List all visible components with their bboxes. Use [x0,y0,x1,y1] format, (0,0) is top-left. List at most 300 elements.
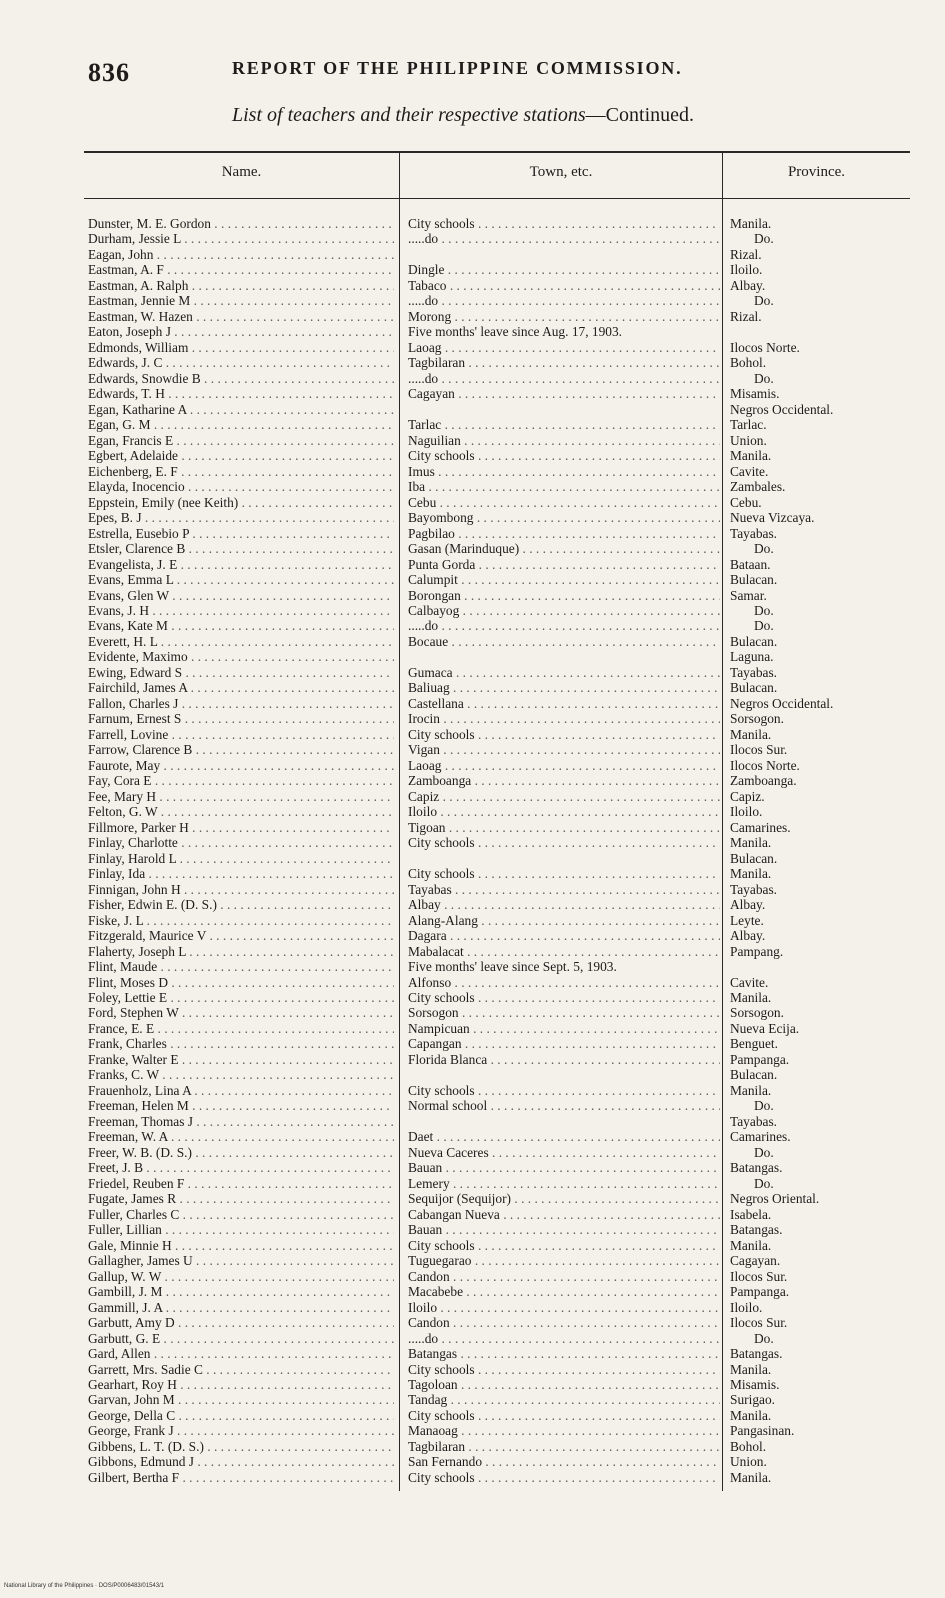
table-row [0,247,945,263]
station-town: Bauan . . . [408,1222,720,1238]
teacher-name: Egan, G. M . . . [88,417,394,433]
table-row [0,340,945,356]
teacher-name: Ewing, Edward S . . . [88,665,394,681]
teacher-name: Evangelista, J. E . . . [88,557,394,573]
station-town: Vigan . . . [408,742,720,758]
teacher-name: Farrell, Lovine . . . [88,727,394,743]
station-town: Borongan . . . [408,588,720,604]
teacher-name: Garbutt, Amy D . . . [88,1315,394,1331]
table-row [0,773,945,789]
teacher-name: Edmonds, William . . . [88,340,394,356]
teacher-name: Fairchild, James A . . . [88,680,394,696]
station-town: Punta Gorda . . . [408,557,720,573]
teacher-name: Farrow, Clarence B . . . [88,742,394,758]
station-town: Lemery . . . [408,1176,720,1192]
province: Do. [754,1144,774,1160]
province: Union. [730,1454,767,1470]
station-town: Five months' leave since Sept. 5, 1903. [408,959,617,975]
teacher-name: Finnigan, John H . . . [88,882,394,898]
station-town: Manaoag . . . [408,1423,720,1439]
province: Ilocos Sur. [730,1315,788,1331]
teacher-name: Durham, Jessie L . . . [88,231,394,247]
table-row [0,1160,945,1176]
station-town: Tayabas . . . [408,882,720,898]
table-row [0,1083,945,1099]
station-town: Candon . . . [408,1315,720,1331]
table-row [0,1362,945,1378]
table-row [0,727,945,743]
table-row [0,1021,945,1037]
table-row [0,216,945,232]
table-row [0,1176,945,1192]
province: Tayabas. [730,664,778,680]
province: Do. [754,1098,774,1114]
station-town: .....do . . . [408,1331,720,1347]
province: Isabela. [730,1206,772,1222]
teacher-name: Evans, Emma L . . . [88,572,394,588]
table-row [0,882,945,898]
province: Bulacan. [730,850,778,866]
table-caption [232,104,694,127]
table-row [0,944,945,960]
province: Do. [754,370,774,386]
province: Albay. [730,897,766,913]
province: Manila. [730,1361,772,1377]
teacher-name: Foley, Lettie E . . . [88,990,394,1006]
table-row [0,1207,945,1223]
table-row [0,510,945,526]
station-town: Albay . . . [408,897,720,913]
station-town: Naguilian . . . [408,433,720,449]
station-town: Irocin . . . [408,711,720,727]
teacher-name: Edwards, T. H . . . [88,386,394,402]
station-town: City schools . . . [408,1083,720,1099]
table-row [0,1129,945,1145]
teacher-name: Freeman, Thomas J . . . [88,1114,394,1130]
station-town: Alfonso . . . [408,975,720,991]
table-row [0,742,945,758]
teacher-name: Edwards, J. C . . . [88,355,394,371]
caption-continued: —Continued. [585,104,695,126]
station-town: Pagbilao . . . [408,526,720,542]
table-row [0,1052,945,1068]
province: Cavite. [730,463,769,479]
table-row [0,355,945,371]
station-town: Calbayog . . . [408,603,720,619]
teacher-name: Ford, Stephen W . . . [88,1005,394,1021]
province: Ilocos Norte. [730,339,800,355]
table-row [0,1408,945,1424]
station-town: Tagbilaran . . . [408,355,720,371]
province: Manila. [730,1407,772,1423]
province: Negros Occidental. [730,695,834,711]
teacher-name: Flaherty, Joseph L . . . [88,944,394,960]
station-town: Laoag . . . [408,758,720,774]
table-row [0,448,945,464]
province: Manila. [730,835,772,851]
province: Benguet. [730,1036,778,1052]
province: Rizal. [730,308,762,324]
province: Iloilo. [730,804,763,820]
column-header-name: Name. [221,164,262,180]
table-row [0,634,945,650]
teacher-name: Felton, G. W . . . [88,804,394,820]
station-town: Imus . . . [408,464,720,480]
table-row [0,789,945,805]
province: Manila. [730,216,772,231]
station-town: Cagayan . . . [408,386,720,402]
station-town: Tagbilaran . . . [408,1439,720,1455]
table-row [0,897,945,913]
table-row [0,1238,945,1254]
station-town: Cabangan Nueva . . . [408,1207,720,1223]
table-row [0,1269,945,1285]
province: Samar. [730,587,767,603]
table-row [0,1470,945,1486]
teacher-name: Flint, Moses D . . . [88,975,394,991]
station-town: .....do . . . [408,293,720,309]
teacher-name: Gearhart, Roy H . . . [88,1377,394,1393]
table-top-rule [84,151,910,153]
province: Surigao. [730,1392,776,1408]
teacher-name: Fitzgerald, Maurice V . . . [88,928,394,944]
province: Iloilo. [730,262,763,278]
table-row [0,603,945,619]
station-town: Sequijor (Sequijor) . . . [408,1191,720,1207]
station-town: Dingle . . . [408,262,720,278]
table-row [0,262,945,278]
province: Rizal. [730,246,762,262]
teacher-name: Eaton, Joseph J . . . [88,324,394,340]
province: Manila. [730,1469,772,1485]
station-town: Morong . . . [408,309,720,325]
station-town: .....do . . . [408,231,720,247]
teacher-name: Gallagher, James U . . . [88,1253,394,1269]
teacher-name: Finlay, Charlotte . . . [88,835,394,851]
table-row [0,495,945,511]
teacher-name: Dunster, M. E. Gordon . . . [88,216,394,232]
station-town: Sorsogon . . . [408,1005,720,1021]
province: Camarines. [730,1129,791,1145]
table-row [0,696,945,712]
table-row [0,1222,945,1238]
province: Bulacan. [730,1067,778,1083]
table-row [0,1377,945,1393]
table-row [0,618,945,634]
station-town: Nueva Caceres . . . [408,1145,720,1161]
province: Tayabas. [730,525,778,541]
table-row [0,1392,945,1408]
station-town: Bauan . . . [408,1160,720,1176]
teacher-name: Eichenberg, E. F . . . [88,464,394,480]
province: Bohol. [730,355,767,371]
station-town: .....do . . . [408,371,720,387]
station-town: City schools . . . [408,866,720,882]
teacher-name: Egan, Katharine A . . . [88,402,394,418]
province: Pampang. [730,943,784,959]
teacher-name: Flint, Maude . . . [88,959,394,975]
province: Zamboanga. [730,773,797,789]
station-town: Gumaca . . . [408,665,720,681]
province: Ilocos Sur. [730,1268,788,1284]
teacher-name: Freeman, W. A . . . [88,1129,394,1145]
province: Nueva Vizcaya. [730,510,815,526]
teacher-name: Franks, C. W . . . [88,1067,394,1083]
table-row [0,324,945,340]
station-town: Capangan . . . [408,1036,720,1052]
province: Do. [754,618,774,634]
province: Pangasinan. [730,1423,795,1439]
caption-italic: List of teachers and their respective stations [232,104,586,126]
province: Do. [754,603,774,618]
running-title: REPORT OF THE PHILIPPINE COMMISSION. [232,58,683,78]
station-town: Batangas . . . [408,1346,720,1362]
province: Manila. [730,990,772,1005]
table-row [0,851,945,867]
province: Cavite. [730,974,769,990]
teacher-name: Everett, H. L . . . [88,634,394,650]
province: Zambales. [730,479,786,495]
teacher-name: Evidente, Maximo . . . [88,649,394,665]
table-row [0,1191,945,1207]
station-town: Normal school . . . [408,1098,720,1114]
table-row [0,928,945,944]
province: Batangas. [730,1346,783,1362]
teacher-name: Eagan, John . . . [88,247,394,263]
teacher-name: Gambill, J. M . . . [88,1284,394,1300]
table-row [0,479,945,495]
table-row [0,541,945,557]
table-row [0,588,945,604]
table-row [0,309,945,325]
table-row [0,1346,945,1362]
table-row [0,1439,945,1455]
station-town: Gasan (Marinduque) . . . [408,541,720,557]
province: Camarines. [730,819,791,835]
province: Bulacan. [730,680,778,696]
province: Sorsogon. [730,711,784,727]
table-row [0,1423,945,1439]
station-town: Iloilo . . . [408,804,720,820]
table-row [0,1331,945,1347]
table-row [0,572,945,588]
teacher-name: Egan, Francis E . . . [88,433,394,449]
province: Bataan. [730,556,771,572]
teacher-name: Farnum, Ernest S . . . [88,711,394,727]
table-row [0,975,945,991]
station-town: City schools . . . [408,727,720,743]
province: Tayabas. [730,1113,778,1129]
teacher-name: Fee, Mary H . . . [88,789,394,805]
province: Batangas. [730,1222,783,1238]
table-row [0,1454,945,1470]
province: Albay. [730,277,766,293]
province: Do. [754,1175,774,1191]
teacher-name: Gammill, J. A . . . [88,1300,394,1316]
teacher-name: Eastman, Jennie M . . . [88,293,394,309]
station-town: City schools . . . [408,216,720,232]
teacher-name: Fiske, J. L . . . [88,913,394,929]
table-row [0,1300,945,1316]
table-row [0,835,945,851]
table-row [0,866,945,882]
province: Negros Occidental. [730,401,834,417]
teacher-name: Gibbons, Edmund J . . . [88,1454,394,1470]
province: Union. [730,432,767,448]
station-town: City schools . . . [408,448,720,464]
table-row [0,1315,945,1331]
table-row [0,417,945,433]
teacher-name: Fugate, James R . . . [88,1191,394,1207]
teacher-name: Garvan, John M . . . [88,1392,394,1408]
teacher-name: Eastman, W. Hazen . . . [88,309,394,325]
teacher-name: Frank, Charles . . . [88,1036,394,1052]
table-row [0,680,945,696]
teacher-name: Evans, J. H . . . [88,603,394,619]
teacher-name: Gale, Minnie H . . . [88,1238,394,1254]
teacher-name: Edwards, Snowdie B . . . [88,371,394,387]
station-town: Tabaco . . . [408,278,720,294]
station-town: Castellana . . . [408,696,720,712]
station-town: Iba . . . [408,479,720,495]
province: Capiz. [730,788,765,804]
teacher-name: Fuller, Lillian . . . [88,1222,394,1238]
table-row [0,820,945,836]
teacher-name: Gallup, W. W . . . [88,1269,394,1285]
station-town: Tagoloan . . . [408,1377,720,1393]
table-row [0,1005,945,1021]
column-header-town: Town, etc. [529,164,593,180]
province: Pampanga. [730,1051,790,1067]
table-row [0,804,945,820]
province: Laguna. [730,649,774,665]
teacher-name: Fay, Cora E . . . [88,773,394,789]
province: Manila. [730,448,772,464]
teacher-name: Fuller, Charles C . . . [88,1207,394,1223]
table-row [0,464,945,480]
teacher-name: Frauenholz, Lina A . . . [88,1083,394,1099]
station-town: Iloilo . . . [408,1300,720,1316]
station-town: Calumpit . . . [408,572,720,588]
teacher-name: Freer, W. B. (D. S.) . . . [88,1145,394,1161]
province: Ilocos Norte. [730,757,800,773]
station-town: City schools . . . [408,1470,720,1486]
teacher-name: George, Frank J . . . [88,1423,394,1439]
table-row [0,386,945,402]
province: Manila. [730,866,772,882]
province: Ilocos Sur. [730,742,788,758]
teacher-name: Finlay, Harold L . . . [88,851,394,867]
station-town: Candon . . . [408,1269,720,1285]
station-town: Dagara . . . [408,928,720,944]
table-row [0,1114,945,1130]
table-row [0,371,945,387]
teacher-name: Fillmore, Parker H . . . [88,820,394,836]
teacher-name: Elayda, Inocencio . . . [88,479,394,495]
province: Iloilo. [730,1299,763,1315]
station-town: Bocaue . . . [408,634,720,650]
teacher-name: Garrett, Mrs. Sadie C . . . [88,1362,394,1378]
province: Do. [754,231,774,247]
teacher-name: Friedel, Reuben F . . . [88,1176,394,1192]
station-town: City schools . . . [408,990,720,1006]
province: Cebu. [730,494,762,510]
teacher-name: Freet, J. B . . . [88,1160,394,1176]
province: Bulacan. [730,633,778,649]
teacher-name: Evans, Glen W . . . [88,588,394,604]
province: Negros Oriental. [730,1191,820,1207]
table-row [0,526,945,542]
station-town: City schools . . . [408,1362,720,1378]
station-town: City schools . . . [408,1238,720,1254]
table-row [0,649,945,665]
station-town: Five months' leave since Aug. 17, 1903. [408,324,623,340]
table-row [0,1253,945,1269]
station-town: Nampicuan . . . [408,1021,720,1037]
teacher-name: Evans, Kate M . . . [88,618,394,634]
table-row [0,758,945,774]
table-row [0,711,945,727]
province: Batangas. [730,1160,783,1176]
province: Nueva Ecija. [730,1020,800,1036]
column-header-province: Province. [787,164,846,180]
station-town: City schools . . . [408,835,720,851]
province: Tayabas. [730,881,778,897]
station-town: Zamboanga . . . [408,773,720,789]
station-town: Florida Blanca . . . [408,1052,720,1068]
station-town: Alang-Alang . . . [408,913,720,929]
table-row [0,990,945,1006]
table-row [0,665,945,681]
station-town: .....do . . . [408,618,720,634]
province: Leyte. [730,912,764,928]
archive-footer: National Library of the Philippines · DOS/P0006483/01543/1 [4,1583,165,1589]
teacher-name: France, E. E . . . [88,1021,394,1037]
province: Manila. [730,1237,772,1253]
header-bottom-rule [84,198,910,199]
station-town: Cebu . . . [408,495,720,511]
table-row [0,278,945,294]
table-row [0,959,945,975]
station-town: Tuguegarao . . . [408,1253,720,1269]
station-town: Baliuag . . . [408,680,720,696]
province: Do. [754,293,774,309]
station-town: Macabebe . . . [408,1284,720,1300]
teacher-name: Franke, Walter E . . . [88,1052,394,1068]
province: Cagayan. [730,1253,781,1269]
station-town: City schools . . . [408,1408,720,1424]
teacher-name: Freeman, Helen M . . . [88,1098,394,1114]
station-town: San Fernando . . . [408,1454,720,1470]
province: Manila. [730,726,772,742]
table-row [0,913,945,929]
teacher-name: Gibbens, L. T. (D. S.) . . . [88,1439,394,1455]
table-row [0,1036,945,1052]
teacher-name: Gilbert, Bertha F . . . [88,1470,394,1486]
teacher-name: Gard, Allen . . . [88,1346,394,1362]
station-town: Capiz . . . [408,789,720,805]
table-row [0,1145,945,1161]
page-number: 836 [88,58,130,87]
teacher-name: Finlay, Ida . . . [88,866,394,882]
table-row [0,231,945,247]
station-town: Bayombong . . . [408,510,720,526]
teacher-name: Epes, B. J . . . [88,510,394,526]
teacher-name: Fallon, Charles J . . . [88,696,394,712]
province: Misamis. [730,1377,780,1392]
teacher-name: Faurote, May . . . [88,758,394,774]
table-row [0,293,945,309]
